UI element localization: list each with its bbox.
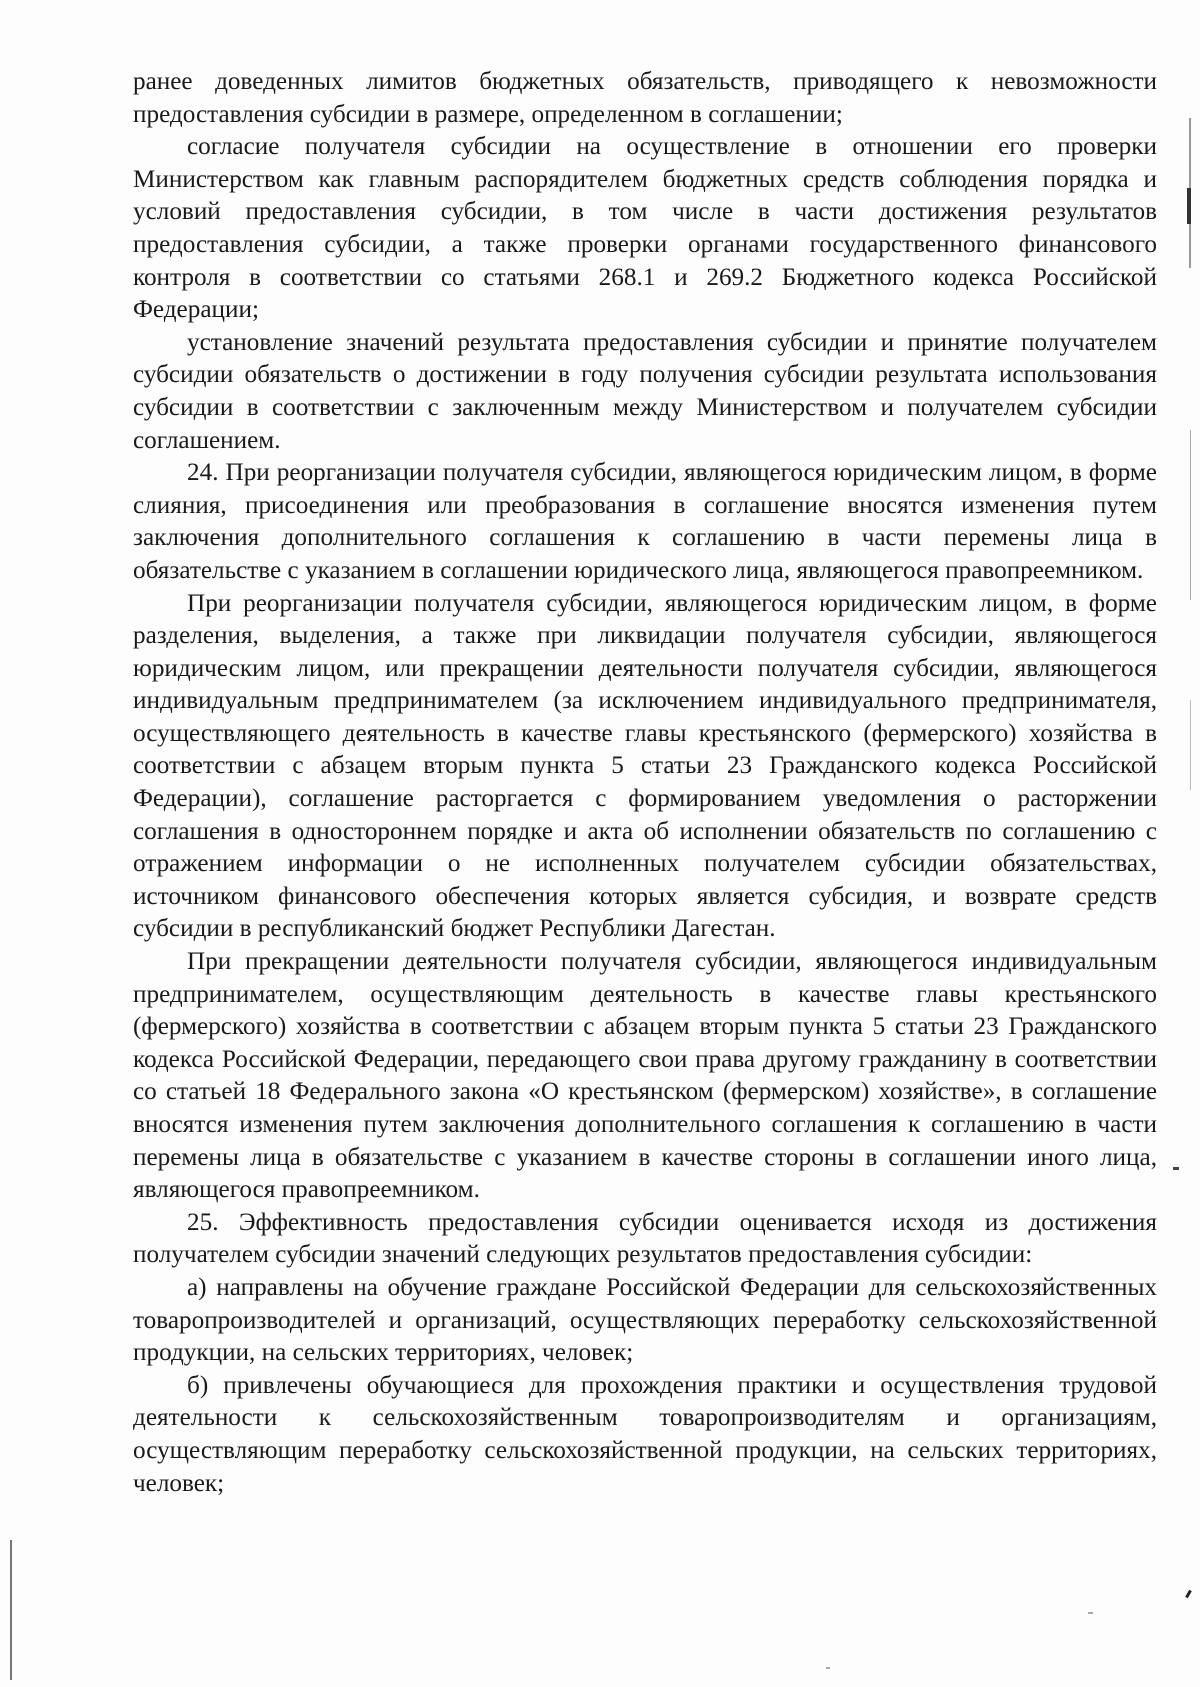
paragraph-item-24: 24. При реорганизации получателя субсидии, являющегося юридическим лицом, в форме слияния, присоединения или преобразования в соглашение вносятся изменения путем заключения дополнительного соглашения к соглашению в части перемены лица в обязательстве с указанием в соглашении юридического лица, являющегося правопреемником.	[133, 459, 1157, 584]
document-body	[133, 66, 1157, 1500]
scan-edge-mark	[1190, 700, 1191, 790]
paragraph-reorganization-termination: При реорганизации получателя субсидии, являющегося юридическим лицом, в форме разделения, выделения, а также при ликвидации получателя субсидии, являющегося юридическим лицом, или прекращении деятельности получателя субсидии, являющегося индивидуальным предпринимателем (за исключением индивидуального предпринимателя, осуществляющего деятельность в качестве главы крестьянского (фермерского) хозяйства в соответствии с абзацем вторым пункта 5 статьи 23 Гражданского кодекса Российской Федерации), соглашение расторгается с формированием уведомления о расторжении соглашения в одностороннем порядке и акта об исполнении обязательств по соглашению с отражением информации о не исполненных получателем субсидии обязательствах, источником финансового обеспечения которых является субсидия, и возврате средств субсидии в республиканский бюджет Республики Дагестан.	[133, 589, 1157, 943]
paragraph-continuation: ранее доведенных лимитов бюджетных обязательств, приводящего к невозможности предоставления субсидии в размере, определенном в соглашении;	[133, 68, 1157, 128]
scan-speck	[1185, 1590, 1192, 1598]
paragraph-subitem-b: б) привлечены обучающиеся для прохождения практики и осуществления трудовой деятельности к сельскохозяйственным товаропроизводителям и организациям, осуществляющим переработку сельскохозяйственной продукции, на сельских территориях, человек;	[133, 1371, 1157, 1497]
paragraph-subitem-a: а) направлены на обучение граждане Российской Федерации для сельскохозяйственных товаропроизводителей и организаций, осуществляющих переработку сельскохозяйственной продукции, на сельских территориях, человек;	[133, 1273, 1157, 1367]
scan-speck	[1173, 1167, 1179, 1170]
paragraph-consent-inspection: согласие получателя субсидии на осуществление в отношении его проверки Министерством как главным распорядителем бюджетных средств соблюдения порядка и условий предоставления субсидии, в том числе в части достижения результатов предоставления субсидии, а также проверки органами государственного финансового контроля в соответствии со статьями 268.1 и 269.2 Бюджетного кодекса Российской Федерации;	[133, 133, 1157, 324]
scan-edge-mark	[1187, 188, 1191, 224]
paragraph-result-values: установление значений результата предоставления субсидии и принятие получателем субсидии обязательств о достижении в году получения субсидии результата использования субсидии в соответствии с заключенным между Министерством и получателем субсидии соглашением.	[133, 328, 1157, 454]
paragraph-farm-transfer: При прекращении деятельности получателя субсидии, являющегося индивидуальным предпринимателем, осуществляющим деятельность в качестве главы крестьянского (фермерского) хозяйства в соответствии с абзацем вторым пункта 5 статьи 23 Гражданского кодекса Российской Федерации, передающего свои права другому гражданину в соответствии со статьей 18 Федерального закона «О крестьянском (фермерском) хозяйстве», в соглашение вносятся изменения путем заключения дополнительного соглашения к соглашению в части перемены лица в обязательстве с указанием в качестве стороны в соглашении иного лица, являющегося правопреемником.	[133, 948, 1157, 1204]
scan-edge-mark	[1190, 430, 1191, 600]
scan-edge-mark	[10, 1540, 12, 1680]
paragraph-item-25: 25. Эффективность предоставления субсидии оценивается исходя из достижения получателем субсидии значений следующих результатов предоставления субсидии:	[133, 1208, 1157, 1269]
scan-speck	[1088, 1612, 1093, 1614]
scan-speck	[826, 1667, 830, 1669]
